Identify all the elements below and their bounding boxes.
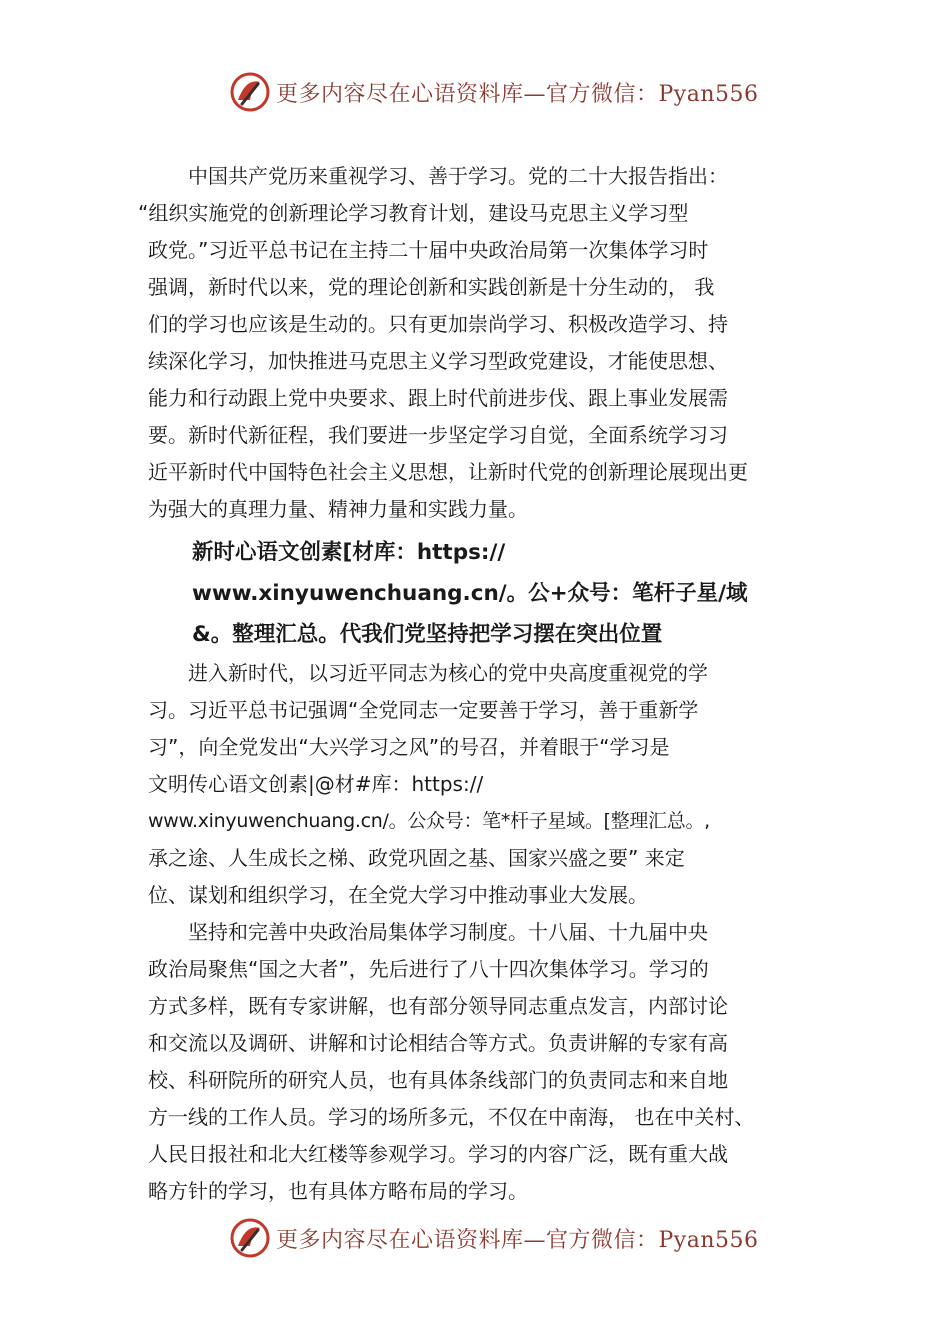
paragraph-1: [138, 158, 828, 528]
paragraph-line: 位、谋划和组织学习，在全党大学习中推动事业大发展。: [148, 883, 648, 907]
paragraph-line: 人民日报社和北大红楼等参观学习。学习的内容广泛，既有重大战: [148, 1142, 728, 1166]
paragraph-line: 近平新时代中国特色社会主义思想，让新时代党的创新理论展现出更: [148, 460, 748, 484]
paragraph-line: 政治局聚焦“国之大者”，先后进行了八十四次集体学习。学习的: [148, 957, 709, 981]
paragraph-line: 要。新时代新征程，我们要进一步坚定学习自觉，全面系统学习习: [148, 423, 728, 447]
heading-line: &。整理汇总。代我们党坚持把学习摆在突出位置: [192, 622, 663, 647]
paragraph-line: 中国共产党历来重视学习、善于学习。党的二十大报告指出：: [188, 164, 728, 188]
heading-line: www.xinyuwenchuang.cn/。公+众号：笔杆子星/域: [192, 581, 748, 606]
paragraph-line: www.xinyuwenchuang.cn/。公众号：笔*杆子星域。[整理汇总。,: [148, 810, 710, 832]
paragraph-line: 略方针的学习，也有具体方略布局的学习。: [148, 1179, 528, 1203]
heading-line: 新时心语文创素[材库：https://: [192, 540, 506, 565]
footer-banner-text: 更多内容尽在心语资料库—官方微信：Pyan556: [276, 1227, 759, 1253]
paragraph-line: 政党。”习近平总书记在主持二十届中央政治局第一次集体学习时: [148, 238, 709, 262]
paragraph-line: 为强大的真理力量、精神力量和实践力量。: [148, 497, 528, 521]
logo-icon: [228, 1216, 272, 1260]
paragraph-line: 方一线的工作人员。学习的场所多元，不仅在中南海， 也在中关村、: [148, 1105, 755, 1129]
paragraph-2: [148, 655, 828, 914]
paragraph-3: [148, 914, 828, 1210]
header-banner-text: 更多内容尽在心语资料库—官方微信：Pyan556: [276, 81, 759, 107]
paragraph-line: 续深化学习，加快推进马克思主义学习型政党建设，才能使思想、: [148, 349, 728, 373]
logo-icon: [228, 70, 272, 114]
paragraph-line: “组织实施党的创新理论学习教育计划，建设马克思主义学习型: [138, 201, 689, 225]
paragraph-line: 能力和行动跟上党中央要求、跟上时代前进步伐、跟上事业发展需: [148, 386, 728, 410]
footer-banner: [228, 1214, 759, 1262]
paragraph-line: 们的学习也应该是生动的。只有更加崇尚学习、积极改造学习、持: [148, 312, 728, 336]
paragraph-line: 坚持和完善中央政治局集体学习制度。十八届、十九届中央: [188, 920, 708, 944]
paragraph-line: 校、科研院所的研究人员，也有具体条线部门的负责同志和来自地: [148, 1068, 728, 1092]
section-heading: [148, 532, 828, 655]
paragraph-line: 习”，向全党发出“大兴学习之风”的号召，并着眼于“学习是: [148, 735, 670, 759]
paragraph-line: 强调，新时代以来，党的理论创新和实践创新是十分生动的， 我: [148, 275, 715, 299]
paragraph-line: 进入新时代，以习近平同志为核心的党中央高度重视党的学: [188, 661, 708, 685]
header-banner: [228, 68, 759, 116]
document-body: [138, 158, 828, 1210]
paragraph-line: 承之途、人生成长之梯、政党巩固之基、国家兴盛之要” 来定: [148, 846, 685, 870]
paragraph-line: 和交流以及调研、讲解和讨论相结合等方式。负责讲解的专家有高: [148, 1031, 728, 1055]
paragraph-line: 习。习近平总书记强调“全党同志一定要善于学习，善于重新学: [148, 698, 699, 722]
paragraph-line: 方式多样，既有专家讲解，也有部分领导同志重点发言，内部讨论: [148, 994, 728, 1018]
paragraph-line: 文明传心语文创素|@材#库：https://: [148, 772, 484, 796]
